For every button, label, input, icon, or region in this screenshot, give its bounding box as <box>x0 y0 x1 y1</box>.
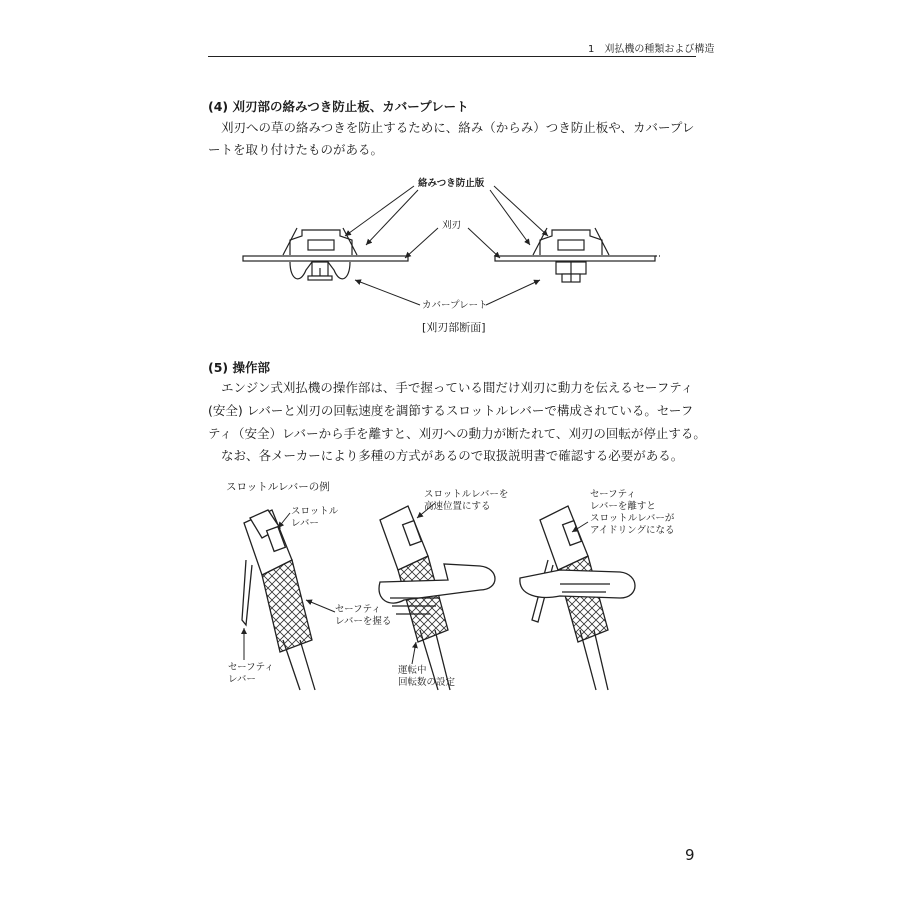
label-high-speed <box>424 489 508 513</box>
lever-figure-title: スロットルレバーの例 <box>226 481 330 493</box>
section-4-body-line-1: 刈刃への草の絡みつきを防止するために、絡み（からみ）つき防止板や、カバープレ <box>221 120 695 135</box>
label-blade: 刈刃 <box>442 220 462 231</box>
section-5-body-line-4: なお、各メーカーにより多種の方式があるので取扱説明書で確認する必要がある。 <box>221 448 684 463</box>
label-grip-line-1: セーフティ <box>335 604 381 615</box>
label-idle-line-3: スロットルレバーが <box>590 513 675 524</box>
section-5-heading: (5) 操作部 <box>208 360 270 375</box>
section-5-body-line-1: エンジン式刈払機の操作部は、手で握っている間だけ刈刃に動力を伝えるセーフティ <box>221 380 694 395</box>
label-idle-line-4: アイドリングになる <box>590 525 675 536</box>
section-4-heading: (4) 刈刃部の絡みつき防止板、カバープレート <box>208 99 469 114</box>
label-running-line-1: 運転中 <box>398 665 427 676</box>
label-idle-line-2: レバーを離すと <box>590 501 656 512</box>
label-safety-line-2: レバー <box>228 674 256 685</box>
page-number: 9 <box>685 846 695 864</box>
label-idle <box>590 489 674 537</box>
label-high-line-2: 高速位置にする <box>424 501 491 512</box>
label-throttle-line-2: レバー <box>291 518 319 529</box>
label-idle-line-1: セーフティ <box>590 489 636 500</box>
diagram-caption: [刈刃部断面] <box>422 321 486 334</box>
label-running-line-2: 回転数の設定 <box>398 677 456 688</box>
section-5-body-line-2: (安全) レバーと刈刃の回転速度を調節するスロットルレバーで構成されている。セーフ <box>208 403 694 418</box>
label-throttle-lever <box>291 506 338 530</box>
label-grip-safety <box>335 604 391 628</box>
label-safety-line-1: セーフティ <box>228 662 274 673</box>
label-cover-plate: カバープレート <box>422 300 488 311</box>
running-header: 1 刈払機の種類および構造 <box>588 44 715 55</box>
label-grip-line-2: レバーを握る <box>335 616 392 627</box>
label-throttle-line-1: スロットル <box>291 506 339 517</box>
label-safety-lever <box>228 662 274 686</box>
label-running <box>398 665 455 689</box>
label-anti-wrap-plate: 絡みつき防止版 <box>418 178 485 189</box>
handle-high-speed <box>379 506 495 690</box>
label-high-line-1: スロットルレバーを <box>424 489 509 500</box>
section-5-body-line-3: ティ（安全）レバーから手を離すと、刈刃への動力が断たれて、刈刃の回転が停止する。 <box>208 426 706 441</box>
section-4-body-line-2: ートを取り付けたものがある。 <box>208 142 384 157</box>
